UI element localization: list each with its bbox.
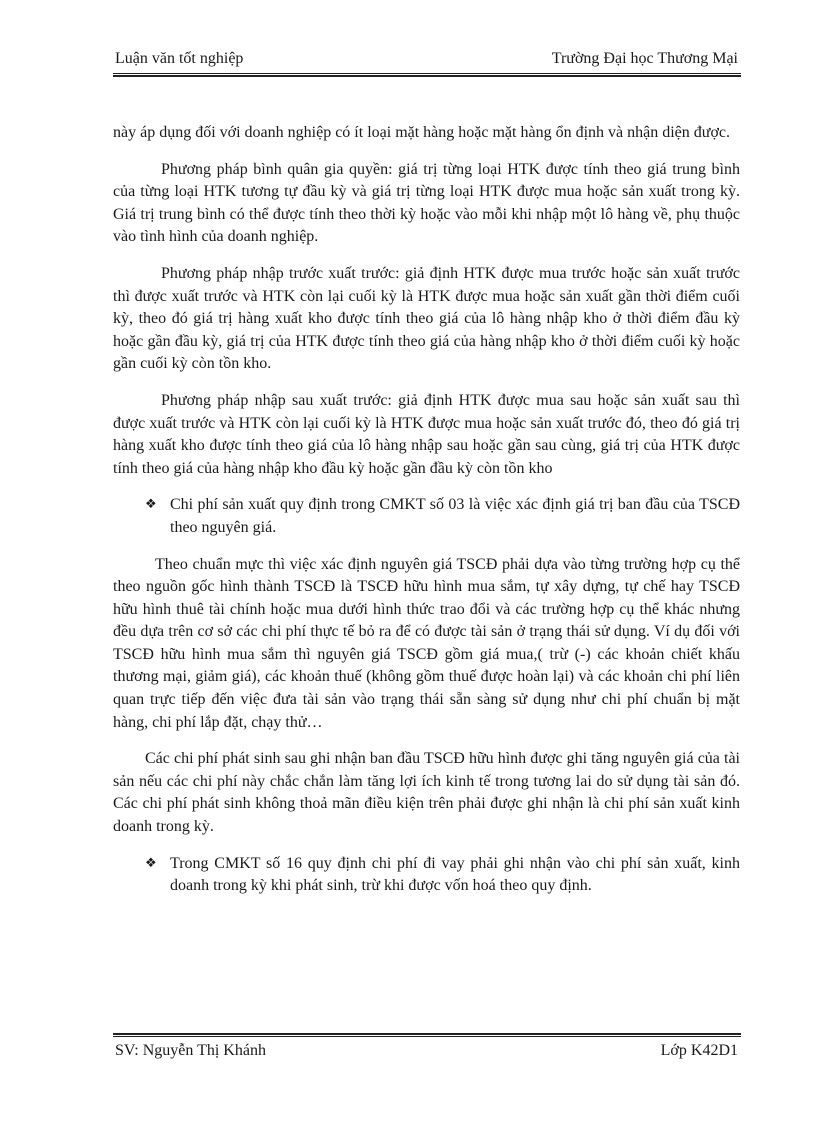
bullet-text: Chi phí sản xuất quy định trong CMKT số 03 là việc xác định giá trị ban đầu của TSCĐ theo nguyên giá. bbox=[170, 496, 740, 536]
document-body bbox=[113, 122, 740, 912]
header-university: Trường Đại học Thương Mại bbox=[551, 50, 738, 67]
footer-divider bbox=[113, 1033, 741, 1037]
diamond-bullet-icon: ❖ bbox=[145, 497, 157, 513]
diamond-bullet-icon: ❖ bbox=[145, 855, 157, 871]
bullet-text: Trong CMKT số 16 quy định chi phí đi vay phải ghi nhận vào chi phí sản xuất, kinh doanh trong kỳ khi phát sinh, trừ khi được vốn hoá theo quy định. bbox=[170, 854, 740, 895]
header-divider bbox=[113, 73, 741, 77]
paragraph-continuation: này áp dụng đối với doanh nghiệp có ít loại mặt hàng hoặc mặt hàng ổn định và nhận diện được. bbox=[113, 124, 731, 141]
paragraph-lifo: Phương pháp nhập sau xuất trước: giả định HTK được mua sau hoặc sản xuất sau thì được xuất trước và HTK còn lại cuối kỳ là HTK được mua hoặc sản xuất trước đó, theo đó giá trị hàng xuất kho được tính theo giá của lô hàng nhập sau hoặc gần sau cùng, giá trị của HTK được tính theo giá của hàng nhập kho đầu kỳ hoặc gần đầu kỳ còn tồn kho bbox=[113, 391, 740, 477]
page-footer bbox=[113, 1040, 738, 1062]
paragraph-subsequent-costs: Các chi phí phát sinh sau ghi nhận ban đầu TSCĐ hữu hình được ghi tăng nguyên giá của tài sản nếu các chi phí này chắc chắn làm tăng lợi ích kinh tế trong tương lai do sử dụng tài sản đó. Các chi phí phát sinh không thoả mãn điều kiện trên phải được ghi nhận là chi phí sản xuất kinh doanh trong kỳ. bbox=[113, 750, 740, 836]
bullet-item-cmkt-16 bbox=[113, 853, 740, 898]
bullet-item-cmkt-03 bbox=[113, 494, 740, 539]
footer-class: Lớp K42D1 bbox=[660, 1042, 738, 1059]
page-header bbox=[113, 48, 738, 70]
header-thesis-title: Luận văn tốt nghiệp bbox=[115, 50, 244, 67]
paragraph-original-cost: Theo chuẩn mực thì việc xác định nguyên giá TSCĐ phải dựa vào từng trường hợp cụ thể theo nguồn gốc hình thành TSCĐ là TSCĐ hữu hình mua sắm, tự xây dựng, tự chế hay TSCĐ hữu hình thuê tài chính hoặc mua dưới hình thức trao đổi và các trường hợp cụ thể khác nhưng đều dựa trên cơ sở các chi phí thực tế bỏ ra để có được tài sản ở trạng thái sử dụng. Ví dụ đối với TSCĐ hữu hình mua sắm thì nguyên giá TSCĐ gồm giá mua,( trừ (-) các khoản chiết khấu thương mại, giảm giá), các khoản thuế (không gồm thuế được hoàn lại) và các khoản chi phí liên quan trực tiếp đến việc đưa tài sản vào trạng thái sẵn sàng sử dụng như chi phí chuẩn bị mặt hàng, chi phí lắp đặt, chạy thử… bbox=[113, 555, 740, 731]
footer-student-name: SV: Nguyễn Thị Khánh bbox=[115, 1042, 266, 1059]
paragraph-weighted-average: Phương pháp bình quân gia quyền: giá trị từng loại HTK được tính theo giá trung bình của từng loại HTK tương tự đầu kỳ và giá trị từng loại HTK được mua hoặc sản xuất trong kỳ. Giá trị trung bình có thể được tính theo thời kỳ hoặc vào mỗi khi nhập một lô hàng về, phụ thuộc vào tình hình của doanh nghiệp. bbox=[113, 160, 740, 246]
paragraph-fifo: Phương pháp nhập trước xuất trước: giả định HTK được mua trước hoặc sản xuất trước thì được xuất trước và HTK còn lại cuối kỳ là HTK được mua hoặc sản xuất gần thời điểm cuối kỳ, theo đó giá trị hàng xuất kho được tính theo giá của lô hàng nhập kho ở thời điểm đầu kỳ hoặc gần đầu kỳ, giá trị của HTK được tính theo giá của hàng nhập kho ở thời điểm cuối kỳ hoặc gần cuối kỳ còn tồn kho. bbox=[113, 264, 740, 373]
